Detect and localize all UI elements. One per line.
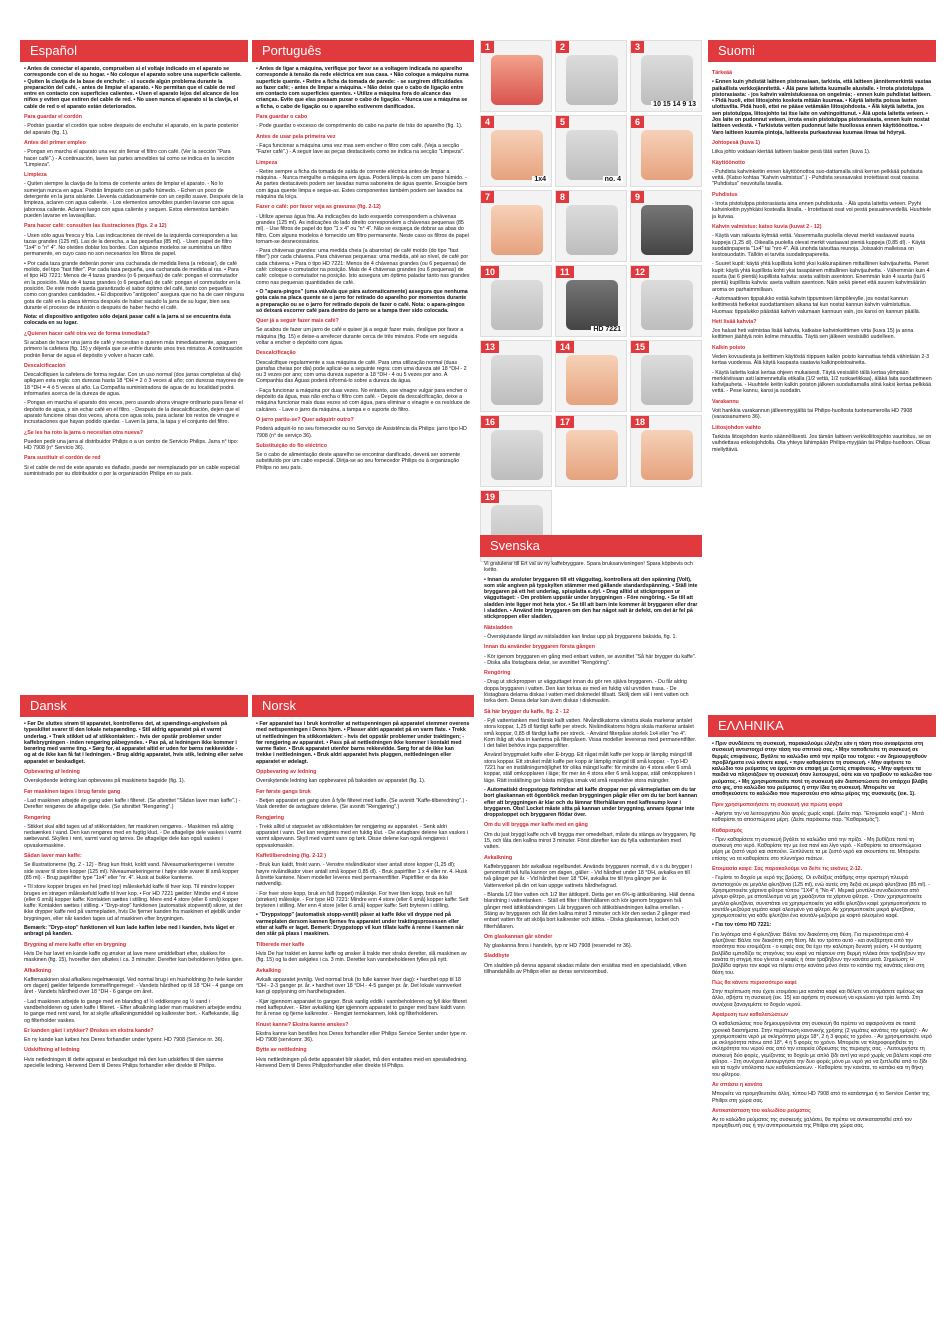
paragraph: Se illustrationerne (fig. 2 - 12) - Brug kun friskt, koldt vand. Niveaumarkeringerne i venstre side svarer til store kopper (125 ml). Niveaumarkeringerne i højre side svarer til små kopper (85 ml). - Brug papirfilter type "1x4" eller "nr. 4". Husk at bukke kanterne. [24, 862, 239, 881]
illustration-figure [480, 415, 552, 487]
note: Bemærk: "Dryp-stop" funktionen vil kun lade kaffen løbe ned i kanden, hvis låget er anbragt på kanden. [24, 925, 235, 938]
note: - Automatiskt droppstopp förhindrar att kaffe droppar ner på värmeplattan om du tar bort glaskannan ett ögonblick medan bryggningen pågår eller om du tar bort kannan efter att bryggningen är klar och du lämnar filterhållaren med kaffesump kvar i bryggaren. Obs! Locket måste sitta på kannan under bryggning, annars öppnar inte droppstoppet och bryggaren flödar över. [484, 786, 698, 819]
text-portugues [252, 62, 474, 471]
illustration-figure [630, 190, 702, 262]
note: • O "apara-pingos" (uma válvula que pára automaticamente) assegura que nenhuma gota caia na placa quente se o jarro for retirado do aparelho por momentos durante a preparação ou se o jarro for retirado depois de fazer o café. Nota: o apara-pingos só deixará escorrer café para dentro do jarro se a tampa tiver sido colocada. [256, 288, 468, 314]
figure-number: 18 [631, 416, 649, 428]
subheading: Para hacer café: consulten las ilustraciones (figs. 2 a 12) [24, 223, 167, 230]
subheading: Αντικατάσταση του καλωδίου ρεύματος [712, 1107, 811, 1114]
subheading: Innan du använder bryggaren första gången [484, 644, 595, 651]
coffee-maker-illustration [566, 355, 618, 405]
paragraph: - Suuret kupit: käytä yhtä kupillista kohti yksi kukkurapäinen mittalliinen kahvijauhetta. Pienet kupit: käytä yhtä kupillista kohti yksi tasapäinen mittallinen kahvijauhetta. - Vähemmän kuin 4 suurta (tai 6 pientä) kupillista kahvia: aseta valitsin asentoon. Enemmän kuin 4 suurta (tai 6 pientä) kupillista kahvia: aseta valitsin asentoon. Näin sekä pienet että suuren kahvimäärän aroma on parhaimmillaan. [712, 261, 930, 293]
paragraph: - Retire sempre a ficha da tomada de saída de corrente eléctrica antes de limpar a máquina. - Nunca mergulhe a máquina em água. Poderá limpá-la com um pano húmido. - As partes destacáveis podem ser lavadas numa saboneira de água quente. Enxagúe bem com água quente limpa e seque-as. Estes componentes também podem ser lavados na máquina da loiça. [256, 168, 468, 201]
coffee-maker-illustration [641, 55, 693, 105]
paragraph: - Γεμίστε το δοχείο με νερό της βρύσης. Οι ενδείξεις στάθμης στην αριστερή πλευρά αντιστοιχούν σε μεγάλα φλυτζάνια (125 ml), ενώ αυτές στη δεξιά σε μικρά φλυτζάνια (85 ml). - Χρησιμοποιείτε χάρτινα φίλτρα τύπου "1Χ4" ή "Νο 4". Μερικά μοντέλα συνοδεύονται από μόνιμο φίλτρο, με αποτέλεσμα να μη χρειάζονται τα χάρτινα φίλτρα. - Όταν χρησιμοποιείτε μεγάλα φλυτζάνια, συνιστάται να χρησιμοποιείτε για κάθε φλυτζάνι καφέ χρησιμοποιήσετε το κουτάλι-μεζούρα γεμάτο καφέ αλεσμένο για φίλτρο. Αν χρησιμοποιείτε μικρά φλυτζάνια, χρησιμοποιείτε για κάθε φλυτζάνι ένα κουτάλι-μεζούρα με κοφτό αλεσμένο καφέ. [712, 875, 930, 920]
figure-number: 7 [481, 191, 494, 203]
subheading: Om glaskannan går sönder [484, 933, 553, 940]
figure-number: 19 [481, 491, 499, 503]
safety-text: • Før De sluttes strøm til apparatet, kontrolleres det, at spændings-angivelsen på typeskiltet svarer til den lokale netspænding. • Stil aldrig apparatet på et varmt underlag. • Træk stikket ud af stikkontakten: - hvis der opstår problemer under kaffebrygningen - inden rengøring påbegyndes. • Pas på, at ledningen ikke kommer i berøring med varme ting. • Sørg for, at apparatet altid er uden for børns rækkevidde - og at de ikke kan få fat i ledningen. • Brug aldrig apparatet, hvis stik, ledning eller selve apparatet er beskadiget. [24, 721, 244, 765]
paragraph: Ny glaskanna finns i handeln, typ nr HD 7908 (reservdel nr 36). [484, 943, 633, 950]
coffee-maker-illustration [566, 205, 618, 255]
paragraph: Hvis De har lavet en kande kaffe og ønsker at lave mere umiddelbart efter, slukkes for maskinen (fig. 15), hvorefter den afkøles i ca. 3 minutter. Derefter kan beholderen fyldes igen. [24, 950, 244, 964]
text-dansk [20, 717, 248, 1069]
paragraph: - For hver store kopp, bruk en full (toppet) måleskje. For hver liten kopp, bruk en full (strøken) måleskje. - For type HD 7221: Mindre enn 4 store (eller 6 små) kopper kaffe: Sett bryteren i stilling. Mer enn 4 store (eller 6 små) kopper kaffe: Sett bryteren i stilling. [256, 890, 469, 910]
paragraph: Μπορείτε να προμηθευτείτε άλλη, τύπου HD 7908 από το κατάστημα ή το Service Center της Philips στη χώρα σας. [712, 1091, 930, 1104]
illustration-figure [555, 190, 627, 262]
paragraph: Kaffemaskinen skal afkalkes regelmæssigt. Ved normal brug i en husholdning (to hele kander om dagen) gælder følgende tommelfingerregel: - Vandets hårdhed op til 18 °DH - 4 gange om året - Vandets hårdhed over 18 °DH - 6 gange om året. [24, 976, 244, 996]
text-svenska [480, 557, 702, 975]
illustration-figure [480, 340, 552, 412]
paragraph: Si el cable de red de este aparato es dañado, puede ser reemplazado por un cable especial suministrado por su distribuidor o por la organización Philips en su país. [24, 464, 240, 478]
paragraph: - Lad maskinen arbejde én gang uden kaffe i filteret. (Se afsnittet "Sådan laver man kaffe".) - Derefter rengøres de aftagelige dele. (Se afsnittet "Rengøring".) [24, 797, 241, 811]
figure-label: HD 7221 [593, 326, 621, 333]
paragraph: - Pode guardar o excesso de comprimento do cabo na parte de trás do aparelho (fig. 1). [256, 123, 463, 130]
figure-number: 4 [481, 116, 494, 128]
figure-number: 8 [556, 191, 569, 203]
column-portugues [252, 0, 474, 655]
paragraph: - Faça funcionar a máquina uma vez mas sem encher o filtro com café. (Veja a secção "Fazer café".) - A seguir lave as peças destacáveis como se indica na secção "Limpeza". [256, 142, 465, 156]
illustration-figure [630, 415, 702, 487]
column-norsk [252, 655, 474, 1327]
figure-number: 6 [631, 116, 644, 128]
paragraph: • Por cada taza grande deberán poner una cucharada de medida llena (a rebosar), de café molido, del tipo "fast filter". Por cada taza pequeña, una cucharada de medida al ras. • Para el tipo HD 7221: Menos de 4 tazas grandes (o 6 pequeñas) de café: pongan el conmutador en la posición. Más de 4 tazas grandes (o 6 pequeñas) de café: pongan el conmutador en la posición. De este modo queda garantizado el sabor óptimo del café, tanto con pequeñas como con grandes cantidades. • El dispositivo "antigoteo" asegura que no ha de caer ninguna gota de café en la placa térmica después de haber sacado la jarra de su lugar, bien sea durante el proceso de infusión o después de haber hecho el café. [24, 260, 244, 311]
subheading: Καθαρισμός [712, 827, 743, 834]
coffee-maker-illustration [641, 280, 693, 330]
paragraph: Tarkista liitosjohdon kunto säännöllisesti. Jos tämän laitteen verkkoliitosjohto vaurioituu, se on vaihdettava erikoisjohdolla. Ota yhteys lähimpään Philips-myyjään tai Philips-huoltoon. Olkaa miellyttävä. [712, 433, 932, 453]
figure-number: 10 [481, 266, 499, 278]
paragraph: Poderá adquiri-lo no seu fornecedor ou no Serviço de Assistência da Philips: jarro tipo HD 7908 (n° de serviço 36). [256, 426, 467, 439]
paragraph: Kaffebryggaren bör avkalkas regelbundet. Används bryggaren normalt, d v s du brygger i genomsnitt två fulla kannor om dagen, gäller: - Vid hårdhet under 18 °DH, avkalka en till två gånger per år. - Vid hårdhet över 18 °DH, avkalka tre till fyra gånger per år. Vattenverket på din ort kan uppge vattnets hårdhetsgrad. [484, 863, 693, 889]
subheading: O jarro partiu-se? Quer adquirir outro? [256, 416, 354, 423]
subheading: Afkalkning [24, 967, 52, 974]
paragraph: Se acabou de fazer um jarro de café e quiser já a seguir fazer mais, desligue por favor a máquina (fig. 15) e deixe-a arrefecer durante cerca de três minutos. Pode em seguida voltar a encher o depósito com água. [256, 327, 464, 346]
subheading: Før første gangs bruk [256, 788, 311, 795]
paragraph: - Pongan en marcha el aparato dos veces, pero usando ahora vinagre ordinario para llenar el depósito de agua, y sin echar café en el filtro. - Después de la descalcificación, dejen que el aparato funcione otras dos veces, ahora con agua sola, para aclarar los restos de vinagre e incrustaciones que hayan podido quedar. - Laven la jarra, la tapa y el conjunto del filtro. [24, 400, 243, 426]
subheading: Käyttöönotto [712, 159, 745, 166]
section-header-suomi: Suomi [708, 40, 936, 62]
subheading: Descalcificación [24, 362, 66, 369]
illustration-figure [630, 40, 702, 112]
illustration-figure [630, 115, 702, 187]
safety-text: • Ennen kuin yhdistät laitteen pistorasiaan, tarkista, että laitteen jännitemerkintä vastaa paikallista verkkojännitettä. • Älä pane laitetta kuumalle alustalle. • Irrota pistotulppa pistorasiasta: - jos kahvin valmistuksessa on ongelmia; - ennen kuin puhdistat laitteen. • Pidä huoli, ettei liitosjohto kosketa mitään kuumaa. • Käytä laitetta poissa lasten ulottuvilta. Pidä huoli, ettei ne pääse vetämään liitosjohdosta. • Älä käytä laitetta, jos sen pistotulppa, liitosjohto tai itse laite on vahingoittunut. • Älä upota laitetta veteen. • Jos laite on pudonnut veteen, irrota ensin pistotulppa pistorasiasta, ennen kuin nostat laitteen vedestä. • Tarkistuta vetten pudonnut laite huollossa ennen käyttöönottoa. • Varo laitteen kuumia pintoja, laitteesta purkautuvaa kuumaa ilmaa tai höyryä. [712, 79, 932, 136]
subheading: Avkalking [256, 967, 281, 974]
subheading: Descalcificação [256, 350, 296, 357]
illustration-figure [555, 40, 627, 112]
paragraph: Hvis netledningen til dette apparat er beskadiget må den kun udskiftes til den samme specielle ledning. Henvend Dem til Deres Philips forhandler eller direkte til Philips. [24, 1056, 224, 1070]
illustration-figure [555, 415, 627, 487]
figure-label: 10 15 14 9 13 [653, 101, 696, 108]
illustration-figure [480, 265, 552, 337]
subheading: Rengöring [484, 670, 511, 677]
subheading: ¿Se les ha roto la jarra o necesitan otra nueva? [24, 429, 143, 436]
paragraph: Veden kovuudesta ja keittimen käytöstä riippuen kalkin poisto kannattaa tehdä vähintään 2-3 kertaa vuodessa. Älä käytä kaupasta saatavia kalkinpoistoaineita. [712, 353, 930, 367]
figure-number: 14 [556, 341, 574, 353]
paragraph: Om du just bryggt kaffe och vill brygga mer omedelbart, måste du stänga av bryggaren, fig 15, och låta den kallna minst 3 minuter. Först därefter kan du fylla vattentanken med vatten. [484, 831, 696, 851]
paragraph: Si acaban de hacer una jarra de café y necesitan o quieren más inmediatamente, apaguen primero la cafetera (fig. 15) y déjenla que se enfríe durante unos tres minutos. A continuación podrán llenar de agua el depósito y volver a hacer café. [24, 339, 243, 359]
subheading: Αν σπάσει η κανάτα [712, 1081, 763, 1088]
subheading: Er kanden gået i stykker? Ønskes en ekstra kande? [24, 1027, 154, 1034]
figure-number: 3 [631, 41, 644, 53]
paragraph: Avkalk apparatet jevnlig. Ved normal bruk (to fulle kanner hver dag): • hardhet opp til 18 °DH - 2-3 ganger pr. år. • hardhet over 18 °DH - 4-5 ganger pr. år. Det lokale vannverket kan gi opplysning om hardhetsgraden. [256, 976, 462, 996]
subheading: Sådan laver man kaffe: [24, 853, 82, 860]
safety-text: • Πριν συνδέσετε τη συσκευή, παρακαλούμε ελέγξτε εάν η τάση που αναφέρεται στη συσκευή αντιστοιχεί στην τάση του σπιτιού σας. • Μην τοποθετείτε τη συσκευή σε θερμές επιφάνειες. Βγάλτε το καλώδιο από την πρίζα του τοίχου: • αν δημιουργηθούν προβλήματα ενώ κάνετε καφέ, • πριν καθαρίσετε τη συσκευή. • Μην αφήνετε το καλώδιο του ρεύματος να έρχεται σε επαφή με ζεστές επιφάνειες. • Μην αφήνετε τα παιδιά να πλησιάζουν τη συσκευή όταν λειτουργεί, ούτε και να τραβούν το καλώδιο του ρεύματος. • Μη χρησιμοποιείτε ποτέ τη συσκευή εάν διαπιστώσετε ότι υπάρχει βλάβη στο φις, στο καλώδιο του ρεύματος ή στην ίδια τη συσκευή. Μπορείτε να αποθηκεύσετε το καλώδιο που περισσεύει στο κάτω μέρος της συσκευής (εικ. 1). [712, 741, 932, 798]
paragraph: - Käytä vain raikasta kylmää vettä. Vasemmalla puolella olevat merkit vastaavat suuria kuppeja (1,25 dl). Oikealla puolella olevat merkit vastaavat pieniä kuppeja (0,85 dl). - Käytä suodatinpaperia "1x4" tai "nro 4". Älä unohda taivuttaa reunoja. Joissakin malleissa on kestosuodatin. Tällöin ei tarvita suodatinpapereita. [712, 233, 926, 259]
paragraph: - Utilize apenas água fria. As indicações do lado esquerdo correspondem a chávenas grandes (125 ml). As indicações do lado direito correspondem a chávenas pequenas (85 ml). - Use filtros de papel do tipo "1 x 4" ou "n° 4". Não se esqueça de dobrar as abas do filtro. Com alguns modelos é fornecido um filtro permanente. Neste caso os filtros de papel tornam-se desnecessários. [256, 213, 469, 245]
subheading: Fazer o café: por favor veja as gravuras (fig. 2-12) [256, 204, 381, 211]
paragraph: Overskydende ledning kan opbevares på maskinens bagside (fig. 1). [24, 778, 186, 785]
text-suomi [708, 62, 936, 453]
text-norsk [252, 717, 474, 1069]
paragraph: En ny kande kan købes hos Deres forhandler under typenr. HD 7908 (Service nr. 36). [24, 1037, 224, 1044]
coffee-maker-illustration [491, 55, 543, 105]
safety-text: • Før apparatet tas i bruk kontroller at nettspenningen på apparatet stemmer overens med nettspenningen i Deres hjem. • Plasser aldri apparatet på en varm flate. • Trekk ut nettledningen fra stikkontakten: - hvis det oppstår problemer under traktingen; - før rengjøring av apparatet. • Pass på at nettledningen ikke kommer i kontakt med varme flater. • Bruk apparatet utenfor barns rekkevidde. Sørg for at de ikke kan trekke i nettledningen. • Bruk aldri apparatet hvis pluggen, nettledningen eller apparatet er ødelagt. [256, 721, 470, 765]
figure-number: 9 [631, 191, 644, 203]
figure-label: no. 4 [604, 176, 621, 183]
paragraph: Se o cabo de alimentação deste aparelho se encontrar danificado, deverá ser somente substituído por um cabo especial. Dirija-se ao seu fornecedor Philips ou à organização Philips no seu país. [256, 452, 461, 471]
column-dansk [20, 655, 248, 1327]
paragraph: - Överskjutande längd av nätsladden kan lindas upp på bryggarens baksida, fig. 1. [484, 633, 677, 640]
illustration-figure [480, 115, 552, 187]
subheading: Udskiftning af ledning [24, 1047, 80, 1054]
paragraph: - Quiten siempre la clavija de la toma de corriente antes de limpiar el aparato. - No lo sumerjan nunca en agua. Podrán limpiarlo con un paño húmedo. - Echen un poco de detergente en la jarra aislante. Llevenla cuidadosamente con un cepillo suave. Después de la limpieza, aclaren con agua caliente. - Los elementos amovibles pueden lavarse con agua jabonosa caliente. Aclaren luego con agua caliente y sequen. Estos elementos también pueden lavarse en lavavajillas. [24, 181, 244, 219]
subheading: Liitosjohdon vaihto [712, 424, 761, 431]
coffee-maker-illustration [641, 205, 693, 255]
paragraph: - Podrán guardar el cordón que sobre después de enchufar el aparato, en la parte posterior del aparato (fig. 1). [24, 123, 239, 136]
subheading: Limpeza [256, 159, 278, 166]
subheading: Tärkeää [712, 70, 733, 76]
paragraph: - Betjen apparatet en gang uten å fylle filteret med kaffe. (Se avsnitt "Kaffe-tilberedning".) - Vask deretter de avtagbare delene. (Se avsnitt "Rengjøring".) [256, 797, 468, 811]
subheading: Kahvin valmistus: katso kuvia (kuvat 2 - 12) [712, 223, 822, 230]
paragraph: Hvis nettledningen på dette apparatet blir skadet, må den erstattes med en spesialledning. Henvend Dem til Deres Philipsforhandler eller direkte til Philips. [256, 1056, 468, 1070]
figure-number: 11 [556, 266, 574, 278]
subheading: Para guardar o cabo [256, 114, 308, 121]
subheading: Para sustituir el cordón de red [24, 455, 101, 462]
section-header-svenska: Svenska [480, 535, 702, 557]
paragraph: Jos haluat heti valmistaa lisää kahvia, katkaise kahvinkeittimen virta (kuva 15) ja anna keittimen jäähtyä noin kolme minuuttia. Täytä sen jälkeen vesisäiliö uudelleen. [712, 328, 914, 341]
paragraph: - Πριν καθαρίσετε τη συσκευή βγάλτε το καλώδιο από την πρίζα. - Μη βυθίζετε ποτέ τη συσκευή στο νερό. Καθαρίστε την με ένα πανί και λίγο νερό. - Καθαρίστε τα αποσπώμενα μέρη με ζεστό νερό και σαπούνι. Ξεπλύνετε τα με ζεστό νερό και σκουπίστε τα. Μπορείτε επίσης να τα καθαρίσετε στο πλυντήριο πιάτων. [712, 836, 922, 862]
figure-number: 16 [481, 416, 499, 428]
illustration-grid [480, 40, 702, 562]
paragraph: Για λιγότερα από 4 φλυτζάνια: Βάλτε τον διακόπτη στη θέση. Για περισσότερα από 4 φλυτζάνια: Βάλτε τον διακόπτη στη θέση. Με τον τρόπο αυτό - και ανεξάρτητα από την ποσότητα που ετοιμάζετε - ο καφές σας θα έχει την καλύτερη δυνατή γεύση. • Η αυτόματη βαλβίδα εμποδίζει τις σταγόνες του καφέ να πέφτουν στη θερμή πλάκα όταν τραβήξουν την κανάτα τη στιγμή που γίνεται ο καφές ή όταν τραβήξουν την κανάτα μετά. Σημείωση: Η βαλβίδα αφήνει τον καφέ να πέφτει στην κανάτα μόνο όταν το καπάκι της κανάτας είναι στη θέση του. [712, 931, 926, 976]
subheading: Om du vill brygga mer kaffe med en gång [484, 822, 588, 829]
paragraph: - Puhdista kahvinkeitin ennen käyttöönottoa suo-dattamalla siinä kerran pelkkää puhdasta vettä. (Katso kohtaa "Kahvin valmistus".) - Puhdista seuraavaksi irrotettavat osat osassa "Puhdistus" neuvotulla tavalla. [712, 168, 923, 188]
paragraph: Liika johto voidaan kiertää laitteen taakse pesä tätä varten (kuva 1). [712, 149, 871, 156]
subheading: Varakannu [712, 398, 739, 405]
section-header-dansk: Dansk [20, 695, 248, 717]
subheading: Tilberede mer kaffe [256, 941, 305, 948]
figure-number: 15 [631, 341, 649, 353]
paragraph: Αν το καλώδιο ρεύματος της συσκευής χαλάσει, θα πρέπει να αντικατασταθεί από τον προμηθευτή σας ή την αντιπροσωπεία της Philips στη χώρα σας. [712, 1117, 912, 1130]
paragraph: - Usen sólo agua fresca y fría. Las indicaciones de nivel de la izquierda corresponden a las tazas grandes (125 ml). Las de la derecha, a las pequeñas (85 ml). - Usen papel de filtro "1x4" o "n° 4". No olviden doblar los bordes. Con algunos modelos se suministra un filtro permanente, en cuyo caso no son necesarios los filtros de papel. [24, 232, 238, 258]
section-header-norsk: Norsk [252, 695, 474, 717]
text-ellinika [708, 737, 936, 1130]
paragraph: Ekstra kanne kan bestilles hos Deres forhandler eller Philips Service Senter under type nr. HD 7908 (servicenr. 36). [256, 1030, 468, 1044]
subheading: Knust kanne? Ekstra kanne ønskes? [256, 1021, 349, 1028]
subheading: Πριν χρησιμοποιήσετε τη συσκευή για πρώτη φορά [712, 801, 843, 808]
paragraph: - Blanda 1/2 liter vatten och 1/2 liter ättiksprit. Detta ger en 6%-ig ättikslösning. Häll denna blandning i vattentanken. - Ställ ett filter i filterhållaren och kör igenom bryggaren två gånger med ättiksblandningen. Låt bryggaren och ättiksblandningen kallna emellan. - Stäng av bryggaren och låt den kallna minst 3 minuter och kör den sedan 2 gånger med enbart vatten för att skölja bort kalkrester och ättika. - Diska glaskannan, locket och filterhållaren. [484, 892, 695, 930]
coffee-maker-illustration [491, 130, 543, 180]
paragraph: - Stikket skal altid tages ud af stikkontakten, før maskinen rengøres. - Maskinen må aldrig nedsænkes i vand. Den kan rengøres med en fugtig klud. - De aftagelige dele vaskes i varmt sæbevand. Skylles i rent, varmt vand og tørres. De aftagelige dele kan også vaskes i opvaskemaskine. [24, 823, 242, 849]
subheading: Substituição do fio eléctrico [256, 442, 327, 449]
section-header-espanol: Español [20, 40, 248, 62]
subheading: Johtopesä (kuva 1) [712, 139, 760, 146]
figure-label: 1x4 [534, 176, 546, 183]
paragraph: Använd bryggmalet kaffe eller E-brygg. Ett rågat mått kaffe per kopp är lämplig mängd till stora koppar. Ett struket mått kaffe per kopp är lämplig mängd till små koppar. - Typ HD 7221 har en inställningsmöjlighet för olika mängd kaffe: för mindre än 4 stora eller 6 små koppar, ställ omkopplaren i läge; för mer än 4 stora eller 6 små koppar, ställ omkopplaren i läge. Rätt inställning ger bästa möjliga smak vid små respektive stora mängder. [484, 752, 696, 784]
illustration-figure [480, 40, 552, 112]
subheading: Quer já a seguir fazer mais café? [256, 318, 339, 325]
subheading: • Για τον τύπο HD 7221: [712, 922, 772, 929]
subheading: Før maskinen tages i brug første gang [24, 788, 121, 795]
subheading: Avkalkning [484, 854, 513, 861]
subheading: Rengøring [24, 814, 51, 821]
paragraph: - Fyll vattentanken med färskt kallt vatten. Nivåindikatorns vänstra skala markerar antalet stora koppar, 1,25 dl färdigt kaffe per streck. Nivåindikatorns högra skala markerar antalet små koppar, 0,85 dl färdigt kaffe per streck. - Använd filterpåse storlek 1x4 eller "no 4". Kom ihåg att vika in kanterna på filterpåsen. Vissa modeller levereras med permanentfilter. I det fallet behövs inga pappersfilter. [484, 717, 697, 750]
section-header-ellinika: ΕΛΛΗΝΙΚΑ [708, 715, 936, 737]
subheading: Oppbevaring av ledning [256, 769, 317, 776]
paragraph: Voit hankkia varakannun jälleenmyyjältä tai Philips-huoltosta tuotenumerolla HD 7908 (varaosanumero 36). [712, 408, 913, 421]
subheading: Puhdistus [712, 191, 738, 198]
illustration-figure [555, 265, 627, 337]
paragraph: Vi gratulerar till Ert val av ny kaffebryggare. Spara bruksanvisningen! Spara köpbevis och kvitto. [484, 561, 693, 574]
illustration-figure [555, 115, 627, 187]
column-suomi [708, 0, 936, 700]
subheading: Antes de usar pela primeira vez [256, 133, 336, 140]
figure-number: 13 [481, 341, 499, 353]
figure-number: 1 [481, 41, 494, 53]
coffee-maker-illustration [641, 355, 693, 405]
paragraph: - Käytä laitetta kaksi kertaa ohjeen mukaisesti. Täytä vesisäiliö tällä kertaa ylimpään merkkiviivaan asti laimennetulla etikalla (1/2 vettä, 1/2 ruokaetikkaa), äläkä laita suodattimeen kahvijauheta. - Huuhtele keitin kalkin poiston jälkeen suodattamalla siinä kaksi kertaa pelkkää vettä. - Pese kannu, kansi ja suodatin. [712, 369, 932, 395]
coffee-maker-illustration [566, 430, 618, 480]
note: Nota: el dispositivo antigoteo sólo dejará pasar café a la jarra si se encuentra ésta colocada en su lugar. [24, 314, 231, 327]
paragraph: - Kjør igjennom apparatet to ganger. Bruk vanlig eddik i vannbeholderen og fyll ikke filteret med kaffepulver. - Etter avkalking kjør igjennom apparatet to ganger med bare kaldt vann for å rense og fjerne kalkrester. - Rengjør termokannen, lokk og filterholderen. [256, 998, 467, 1018]
paragraph: Hvis De har traktet en kanne kaffe og ønsker å trakte mer straks deretter, slå maskinen av (fig. 15) og la den avkjøles i ca. 3 min. Deretter kan vannbeholderen fylles på nytt. [256, 950, 467, 964]
illustration-figure [630, 265, 702, 337]
illustration-figure [555, 340, 627, 412]
coffee-maker-illustration [566, 280, 618, 330]
safety-text: • Antes de ligar a máquina, verifique por favor se a voltagem indicada no aparelho corresponde à tensão da rede eléctrica em sua casa. • Não coloque a máquina numa superfície quente. • Retire a ficha da tomada de parede: - se surgirem dificuldades ao fazer café; - antes de limpar a máquina. • Não deixe que o cabo de ligação entre em contacto com superfícies quentes. • Utilize a máquina fora do alcance das crianças. Evite que elas possam puxar o cabo de ligação. • Nunca use a máquina se a ficha, o cabo de ligação ou o aparelho estiverem danificados. [256, 66, 469, 110]
paragraph: Στην περίπτωση που έχετε ετοιμάσει μια κανάτα καφέ και θέλετε να ετοιμάσετε αμέσως και άλλο, σβήστε τη συσκευή (εικ. 15) και αφήστε τη συσκευή να κρυώσει για τρία λεπτά. Στη συνέχεια ξαναγεμίστε το δοχείο νερού. [712, 989, 924, 1008]
figure-number: 12 [631, 266, 649, 278]
column-ellinika [708, 675, 936, 1327]
subheading: Opbevaring af ledning [24, 769, 80, 776]
paragraph: Pueden pedir una jarra al distribuidor Philips o a un centro de Servicio Philips. Jarra n° tipo: HD 7908 (n° Servicio 36). [24, 438, 239, 452]
safety-text: • Innan du ansluter bryggaren till ett vägguttag, kontrollera att den spänning (Volt), som står angiven på typskylten stämmer med gällande standardspänning. • Ställ inte bryggaren på ett het underlag, spisplatta e.dyl. • Drag alltid ut stickproppen ur vägguttaget: - Om problem uppstår under bryggningen - Före rengöring. • Se till att sladden inte ligger mot heta ytor. • Se till att barn inte kommer åt bryggaren eller drar i sladden. • Använd inte bryggaren om den har något salt är defekt, om det är fel på stickproppen eller sladden. [484, 576, 698, 621]
coffee-maker-illustration [491, 280, 543, 330]
subheading: Så här brygger du kaffe, fig. 2 - 12 [484, 708, 570, 715]
coffee-maker-illustration [641, 130, 693, 180]
illustration-figure [630, 340, 702, 412]
figure-number: 2 [556, 41, 569, 53]
subheading: Bytte av nettledning [256, 1047, 307, 1054]
paragraph: - Kör igenom bryggaren en gång med enbart vatten, se avsnittet "Så här brygger du kaffe". - Diska alla löstagbara delar, se avsnittet "Rengöring". [484, 653, 697, 666]
column-svenska [480, 495, 702, 1327]
paragraph: - Pongan en marcha el aparato una vez sin llenar el filtro con café. (Ver la sección "Para hacer café".) - A continuación, laven las partes amovibles tal como se indica en la sección "Limpieza". [24, 149, 235, 168]
paragraph: Descalcifique regularmente a sua máquina de café. Para uma utilização normal (duas garrafas cheias por dia) pode aplicar-se a seguinte regra: com uma dureza até 18 °DH - 2 ou 3 vezes por ano; com uma dureza superior a 18 °DH - 4 ou 5 vezes por ano. A Companhia das Águas poderá informá-lo sobre a dureza da água. [256, 359, 467, 385]
paragraph: - Bruk kun kaldt, friskt vann. - Venstre nivåindikator viser antall store kopper (1,25 dl); høyre nivåindikator viser antall små kopper 0,85 dl). - Bruk papirfilter 1 x 4 eller nr. 4. Husk å brette kantene. Noen modeller leveres med permanentfilter. Papirfilter er da ikke nødvendig. [256, 862, 468, 888]
paragraph: • Til store kopper bruges en hel (med top) måleskefuld kaffe til hver kop. Til mindre kopper bruges en strøgen måleskefuld kaffe til hver kop. • For HD 7221 gælder: Mindre end 4 store (eller 6 små) kopper kaffe: Kontakten sættes i stilling. Mere end 4 store (eller 6 små) kopper kaffe: Kontakten sættes i stilling. • "Dryp-stop" funktionen (automatisk stopventil) sikrer, at der ikke drypper kaffe ned på varmepladen, hvis De fjerner kanden fra maskinen et øjeblik under brygningen, eller når kanden tages ud af maskinen efter brygningen. [24, 884, 243, 922]
coffee-maker-illustration [566, 130, 618, 180]
safety-text: • Antes de conectar el aparato, compruében si el voltaje indicado en el aparato se corresponde con el de su hogar. • No coloque el aparato sobre una superficie caliente. • Quiten la clavija de la base de enchufe: - si sucede algún problema durante la preparación del café, - antes de limpiar el aparato. • No permitan que el cable de red entre en contacto con superficies calientes. • Usen el aparato lejos del alcance de los niños y eviten que estiren del cable de red. • No usen nunca el aparato si la clavija, el cable de red o el aparato están deteriorados. [24, 66, 242, 110]
subheading: Sladdbyte [484, 953, 510, 960]
subheading: Heti lisää kahvia? [712, 318, 757, 325]
paragraph: Οι καθαλατώσεις που δημιουργούνται στη συσκευή θα πρέπει να αφαιρούνται σε τακτά χρονικά διαστήματα. Στην περίπτωση κανονικής χρήσης (2 γεμάτες κανάτες την ημέρα): - Αν χρησιμοποιείτε νερό με σκληρότητα μέχρι 18°, 2 ή 3 φορές το χρόνο. - Αν χρησιμοποιείτε νερό με σκληρότητα πάνω από 18°, 4 ή 5 φορές το χρόνο. Μπορείτε να πληροφορηθείτε τη σκληρότητα του νερού σας από την εταιρεία ύδρευσης της περιοχής σας. - Λειτουργήστε τη συσκευή δύο φορές, γεμίζοντας το δοχείο με απλό ξίδι αντί για νερό χωρίς να βάλετε καφέ στο φίλτρο. - Στη συνέχεια λειτουργήστε την δυο φορές μόνο με νερό για να ξεπλυθεί από το ξίδι και τα τυχόν υπόλοιπα των καθαλατώσεων. - Καθαρίστε την κανάτα, το καπάκι και τη θήκη του φίλτρου. [712, 1021, 932, 1078]
subheading: Brygning af mere kaffe efter en brygning [24, 941, 127, 948]
subheading: Kaffetilberedning (fig. 2-12 ) [256, 853, 327, 860]
paragraph: Overskytende ledning kan oppbevares på baksiden av apparatet (fig. 1). [256, 778, 426, 785]
paragraph: - Drag ut stickproppen ur vägguttaget innan du gör ren själva bryggaren. - Du får aldrig doppa bryggaren i vatten. Den kan torkas av med en fuktig väl urvriden trasa. - De löstagbara delarna diskas i vatten med diskmedel tillsatt. Skölj dem väl i rent vatten och torka dem. Dessa delar kan även diskas i diskmaskin. [484, 679, 689, 705]
subheading: Antes del primer empleo [24, 139, 86, 146]
coffee-maker-illustration [491, 205, 543, 255]
subheading: Πώς θα κάνετε περισσότερο καφέ [712, 979, 797, 986]
subheading: Limpieza [24, 172, 47, 179]
subheading: Ετοιμασία καφέ: Σας παρακαλούμε να δείτε τις εικόνες 2-12. [712, 866, 863, 873]
note: • "Dryppstopp" (automatisk stopp-ventil) påser at kaffe ikke vil dryppe ned på varmeplaten dersom kannen fjernes fra apparatet under traktingsprosessen eller etter at kaffe er laget. Bemerk: Dryppstopp vil kun tillate kaffe å renne i kannen når den står på plass i maskinen. [256, 912, 464, 938]
paragraph: - Αφήστε την να λειτουργήσει δύο φορές χωρίς καφέ. (Δείτε παρ. "Ετοιμασία καφέ".) - Μετά καθαρίστε τα αποσπώμενα μέρη. (Δείτε παράκατω παρ. "Καθαρισμός"). [712, 810, 924, 824]
subheading: Para guardar el cordón [24, 114, 82, 121]
paragraph: Om sladden på denna apparat skadas måste den ersättas med en specialsladd, vilken tillhandahålls av Philips eller av deras serviceombud. [484, 962, 687, 976]
paragraph: - Irrota pistotulppa pistorasiasta aina ennen puhdistusta. - Älä upota laitetta veteen. Pyyhi kahvinkeitin pyyhkäisi kostealla liinalla. - Irrotettavat osat voi pestä pesuainevedellä. Huuhtele ja kuivaa. [712, 201, 932, 220]
coffee-maker-illustration [491, 355, 543, 405]
subheading: Αφαίρεση των καθαλατώσεων [712, 1011, 789, 1018]
subheading: ¿Quieren hacer café otra vez de forma inmediata? [24, 330, 150, 337]
paragraph: - Automaattinen tippalukko estää kahvin tippumisen lämpölevylle, jos nostat kannun keittimestä hetkeksi suodattamisen aikana tai kun nostat kannun kahvin valmistuttua. Huomaa: tippalukko päästää kahvin valumaan kannuun vain, jos kansi on kannun päällä. [712, 295, 921, 315]
illustration-figure [480, 190, 552, 262]
figure-number: 17 [556, 416, 574, 428]
coffee-maker-illustration [491, 430, 543, 480]
subheading: Nätsladden [484, 624, 513, 631]
paragraph: - Trekk alltid ut støpselet av stikkontakten før rengjøring av apparatet. - Senk aldri apparatet i vann. Det kan rengjøres med en fuktig klut. - De avtagbare delene kan vaskes i varmt såpevann. Skyll med varmt vann og tørk. Disse delene kan også rengjøres i oppvaskmaskin. [256, 823, 468, 849]
paragraph: - Faça funcionar a máquina por duas vezes. No entanto, use vinagre vulgar para encher o depósito da água, mas não encha o filtro com café. - Depois da descalcificação, deixe a máquina funcionar mais duas vezes só com água, para eliminar o vinagre e os resíduos de calcáreo. - Lave o jarro da máquina, a tampa e o suporte do filtro. [256, 387, 470, 413]
text-espanol [20, 62, 248, 477]
coffee-maker-illustration [641, 430, 693, 480]
paragraph: - Para chávenas grandes: uma medida cheia (a abarrotar) de café moído (do tipo "fast filter") por cada chávena. Para chávenas pequenas: uma medida, até ao nível, de café por cada chávena. • Para o tipo HD 7221: Menos de 4 chávenas grandes (ou 6 pequenas) de café: coloque o comutador na posição. Mais de 4 chávenas grandes (ou 6 pequenas) de café: coloque o comutador na posição. Isto assegura um óptimo paladar tanto nas grandes como nas pequenas quantidades de café. [256, 248, 470, 286]
subheading: Rengjøring [256, 814, 284, 821]
paragraph: Descalcifiquen la cafetera de forma regular. Con un uso normal (dos jarras completas al día) apliquen esta regla: con durezas hasta 18 °DH = 2 ó 3 veces al año; con durezas mayores de 18 °DH = 4 ó 5 veces al año. La Compañía suministradora de agua de su localidad podrá informarles acerca de la dureza de agua. [24, 372, 244, 398]
paragraph: - Lad maskinen arbejde to gange med en blanding af ½ eddikesyre og ½ vand i vandbeholderen og uden kaffe i filteret. - Efter afkalkning lader man maskinen arbejde endnu to gange med rent vand, for at skylle afkalkningsmiddel og kalkrester bort. - Kaffekande, låg og filterholder vaskes. [24, 998, 242, 1024]
figure-number: 5 [556, 116, 569, 128]
section-header-portugues: Português [252, 40, 474, 62]
coffee-maker-illustration [566, 55, 618, 105]
subheading: Kalkin poisto [712, 344, 746, 351]
